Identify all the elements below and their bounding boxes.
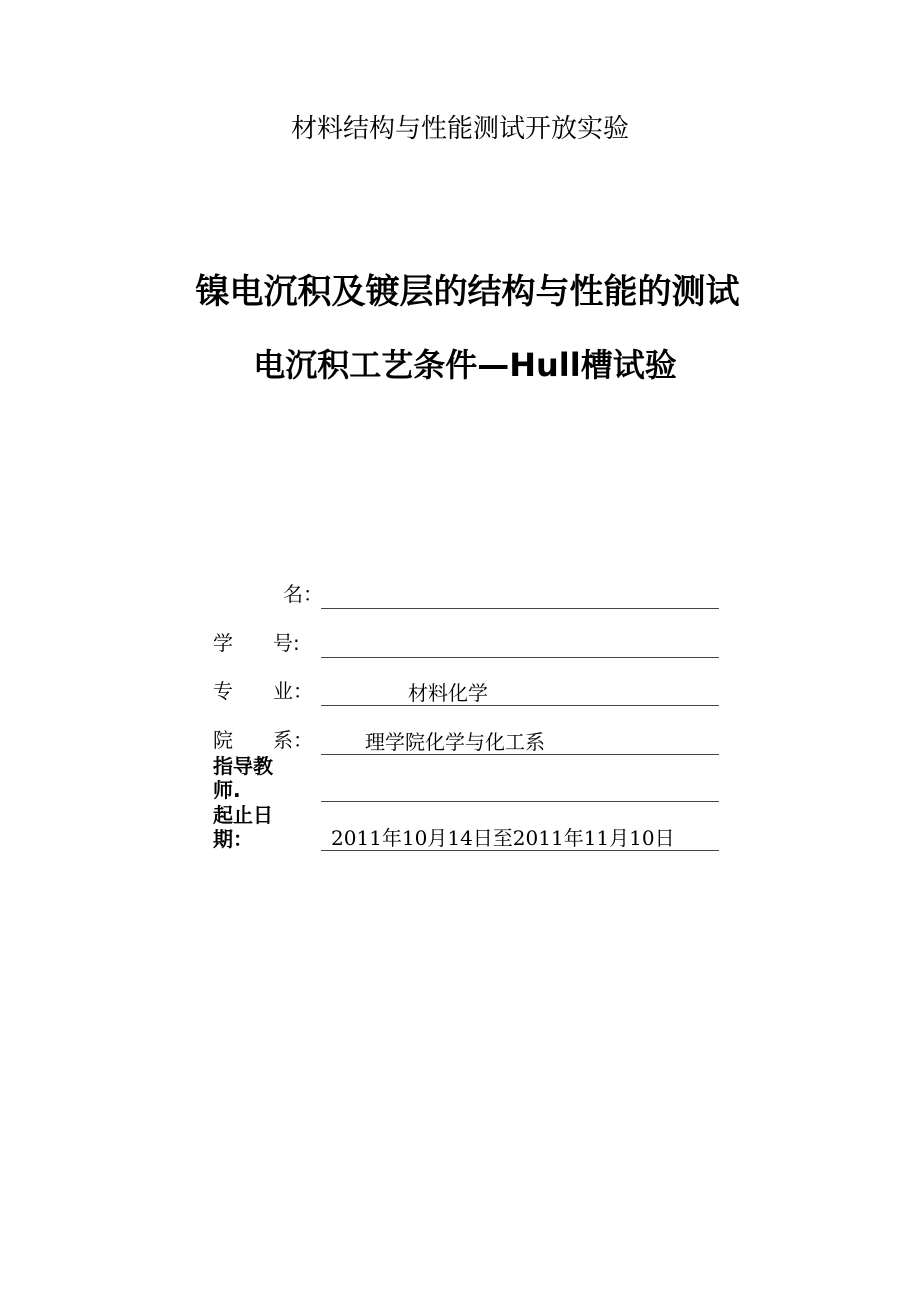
- field-label-department: 院 系：: [213, 728, 313, 752]
- field-label-dates: 起止日期：: [213, 803, 273, 851]
- field-value-major: 材料化学: [408, 681, 488, 705]
- field-line-name[interactable]: [321, 584, 719, 609]
- field-line-student-id[interactable]: [321, 633, 719, 658]
- field-row-major: [213, 658, 719, 706]
- field-label-advisor: 指导教师.: [213, 754, 273, 802]
- field-row-department: [213, 707, 719, 755]
- field-row-dates: [213, 803, 719, 851]
- field-label-name: 名：: [283, 582, 323, 606]
- field-row-advisor: [213, 754, 719, 802]
- course-title: 材料结构与性能测试开放实验: [290, 114, 629, 144]
- field-line-advisor[interactable]: [321, 777, 719, 802]
- sub-title: 电沉积工艺条件—Hull槽试验: [253, 346, 677, 384]
- main-title: 镍电沉积及镀层的结构与性能的测试: [195, 272, 740, 312]
- field-label-student-id: 学 号:: [213, 631, 300, 655]
- field-row-student-id: [213, 610, 719, 658]
- field-value-department: 理学院化学与化工系: [365, 730, 545, 754]
- field-line-major[interactable]: [321, 681, 719, 706]
- field-value-dates: 2011年10月14日至2011年11月10日: [331, 826, 675, 850]
- field-label-major: 专 业：: [213, 679, 313, 703]
- field-row-name: [213, 561, 719, 609]
